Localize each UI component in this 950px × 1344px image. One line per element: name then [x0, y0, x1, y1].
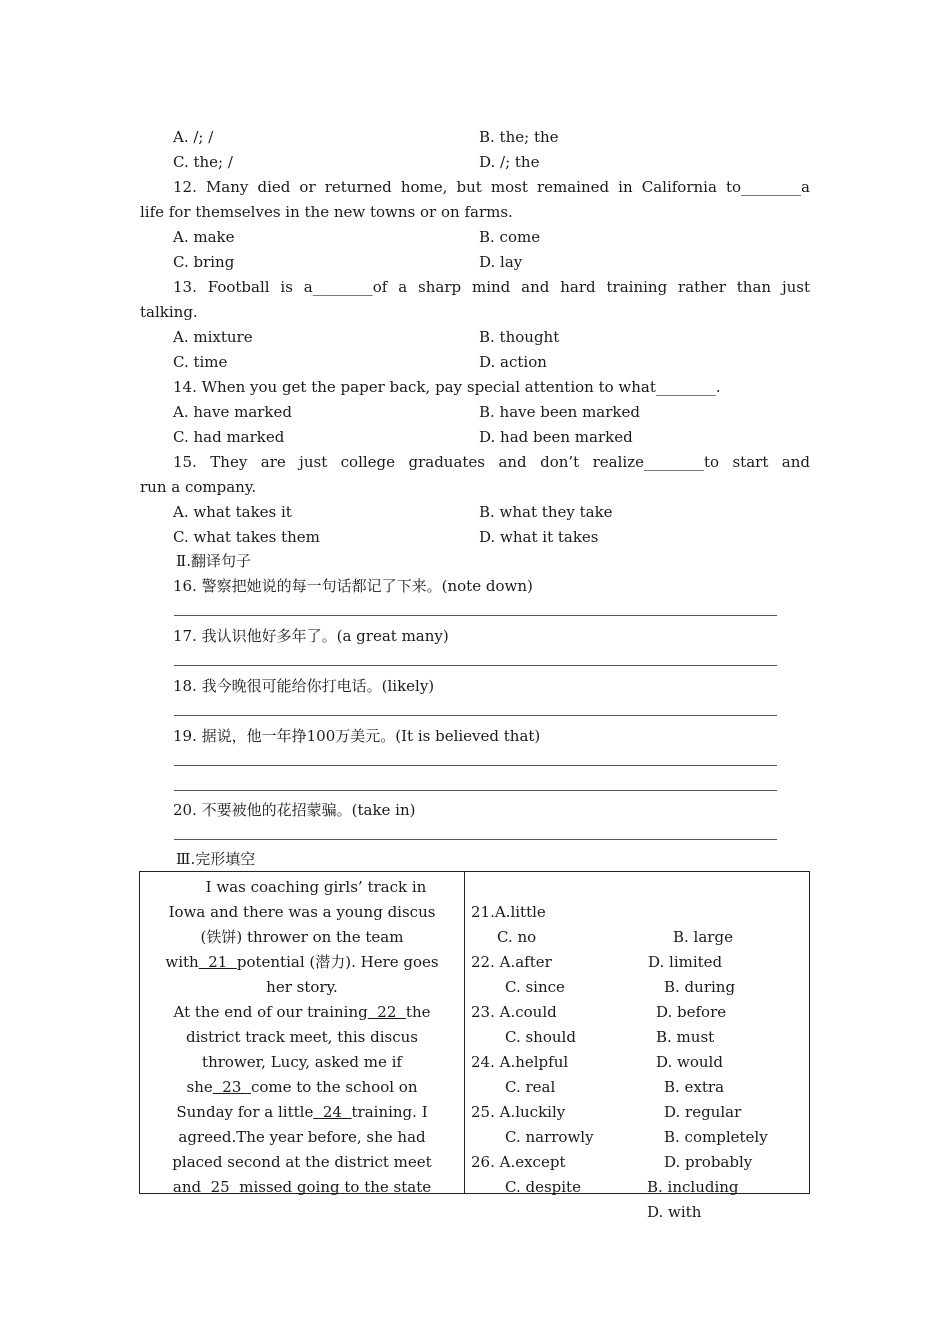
section-2-title: Ⅱ.翻译句子 — [176, 552, 251, 570]
q22-option-c: C. since — [505, 978, 565, 996]
passage-text: the — [405, 1003, 431, 1021]
q13-option-c: C. time — [173, 353, 228, 371]
passage-line: district track meet, this discus — [185, 1028, 419, 1046]
q21-option-b: B. large — [673, 928, 733, 946]
q12-option-a: A. make — [173, 228, 235, 246]
q13-stem-line2: talking. — [140, 303, 198, 321]
q11-option-c: C. the; / — [173, 153, 233, 171]
q26-option-d: D. with — [647, 1203, 702, 1221]
q22-option-a: 22. A.after — [471, 953, 552, 971]
q21-option-d: D. limited — [648, 953, 723, 971]
q25-option-c: C. narrowly — [505, 1128, 594, 1146]
passage-line: (铁饼) thrower on the team — [200, 928, 404, 946]
passage-text: missed going to the state — [239, 1178, 432, 1196]
q23-option-d: D. would — [656, 1053, 723, 1071]
q14-option-b: B. have been marked — [479, 403, 640, 421]
q26-option-a: 26. A.except — [471, 1153, 566, 1171]
q12-stem-line2: life for themselves in the new towns or on farms. — [140, 203, 513, 221]
passage-line — [140, 1075, 464, 1100]
q13-stem-line1: 13. Football is a________of a sharp mind and hard training rather than just — [173, 278, 810, 296]
q26-option-b: B. including — [647, 1178, 739, 1196]
cloze-table — [139, 871, 810, 1221]
q19-prompt: 19. 据说，他一年挣100万美元。(It is believed that) — [173, 727, 541, 745]
q15-stem-line2: run a company. — [140, 478, 257, 496]
passage-text: she — [186, 1078, 213, 1096]
passage-line: placed second at the district meet — [172, 1153, 432, 1171]
q23-option-a: 23. A.could — [471, 1003, 557, 1021]
q24-option-b: B. extra — [664, 1078, 725, 1096]
q12-option-b: B. come — [479, 228, 541, 246]
passage-line: I was coaching girls’ track in — [205, 878, 427, 896]
q14-option-a: A. have marked — [173, 403, 292, 421]
q13-option-b: B. thought — [479, 328, 560, 346]
q15-option-b: B. what they take — [479, 503, 613, 521]
passage-line: her story. — [266, 978, 338, 996]
passage-text: and — [172, 1178, 202, 1196]
q12-option-c: C. bring — [173, 253, 235, 271]
q25-option-a: 25. A.luckily — [471, 1103, 566, 1121]
q20-prompt: 20. 不要被他的花招蒙骗。(take in) — [173, 801, 416, 819]
q24-option-c: C. real — [505, 1078, 556, 1096]
q14-option-c: C. had marked — [173, 428, 285, 446]
q11-option-d: D. /; the — [479, 153, 540, 171]
q15-option-d: D. what it takes — [479, 528, 599, 546]
q16-answer-line[interactable] — [174, 615, 777, 616]
passage-text: come to the school on — [250, 1078, 418, 1096]
section-3-title: Ⅲ.完形填空 — [176, 850, 256, 868]
q18-answer-line[interactable] — [174, 715, 777, 716]
q11-option-b: B. the; the — [479, 128, 559, 146]
passage-text: with — [165, 953, 199, 971]
passage-line: agreed.The year before, she had — [178, 1128, 426, 1146]
blank-25[interactable]: 25 — [201, 1178, 240, 1196]
cloze-options — [471, 875, 811, 1221]
q14-stem-line1: 14. When you get the paper back, pay special attention to what________. — [173, 378, 721, 396]
q24-option-d: D. regular — [664, 1103, 742, 1121]
cloze-passage — [140, 875, 464, 1200]
q17-answer-line[interactable] — [174, 665, 777, 666]
passage-text: At the end of our training — [173, 1003, 368, 1021]
blank-21[interactable]: 21 — [198, 953, 237, 971]
q18-prompt: 18. 我今晚很可能给你打电话。(likely) — [173, 677, 435, 695]
q24-option-a: 24. A.helpful — [471, 1053, 569, 1071]
q16-prompt: 16. 警察把她说的每一句话都记了下来。(note down) — [173, 577, 533, 595]
q22-option-d: D. before — [656, 1003, 727, 1021]
q21-option-c: C. no — [497, 928, 537, 946]
passage-line: Iowa and there was a young discus — [168, 903, 436, 921]
q25-option-d: D. probably — [664, 1153, 753, 1171]
q15-option-a: A. what takes it — [173, 503, 292, 521]
passage-line — [140, 1000, 464, 1025]
q11-option-a: A. /; / — [173, 128, 214, 146]
blank-24[interactable]: 24 — [313, 1103, 352, 1121]
q14-option-d: D. had been marked — [479, 428, 633, 446]
q15-option-c: C. what takes them — [173, 528, 320, 546]
q12-stem-line1: 12. Many died or returned home, but most remained in California to________a — [173, 178, 810, 196]
q13-option-a: A. mixture — [173, 328, 253, 346]
passage-line: thrower, Lucy, asked me if — [202, 1053, 402, 1071]
cloze-table-divider — [464, 872, 465, 1193]
q19-answer-line-2[interactable] — [174, 790, 777, 791]
passage-text: training. I — [351, 1103, 428, 1121]
q23-option-b: B. must — [656, 1028, 715, 1046]
q12-option-d: D. lay — [479, 253, 523, 271]
passage-text: Sunday for a little — [176, 1103, 314, 1121]
blank-23[interactable]: 23 — [212, 1078, 251, 1096]
q22-option-b: B. during — [664, 978, 736, 996]
q19-answer-line-1[interactable] — [174, 765, 777, 766]
q23-option-c: C. should — [505, 1028, 576, 1046]
passage-line — [140, 1100, 464, 1125]
q21-option-a: 21.A.little — [471, 903, 546, 921]
q25-option-b: B. completely — [664, 1128, 768, 1146]
q26-option-c: C. despite — [505, 1178, 581, 1196]
passage-text: potential (潜力). Here goes — [236, 953, 439, 971]
q17-prompt: 17. 我认识他好多年了。(a great many) — [173, 627, 449, 645]
passage-line — [140, 1175, 464, 1200]
blank-22[interactable]: 22 — [367, 1003, 406, 1021]
q20-answer-line[interactable] — [174, 839, 777, 840]
q15-stem-line1: 15. They are just college graduates and don’t realize________to start and — [173, 453, 810, 471]
q13-option-d: D. action — [479, 353, 547, 371]
passage-line — [140, 950, 464, 975]
